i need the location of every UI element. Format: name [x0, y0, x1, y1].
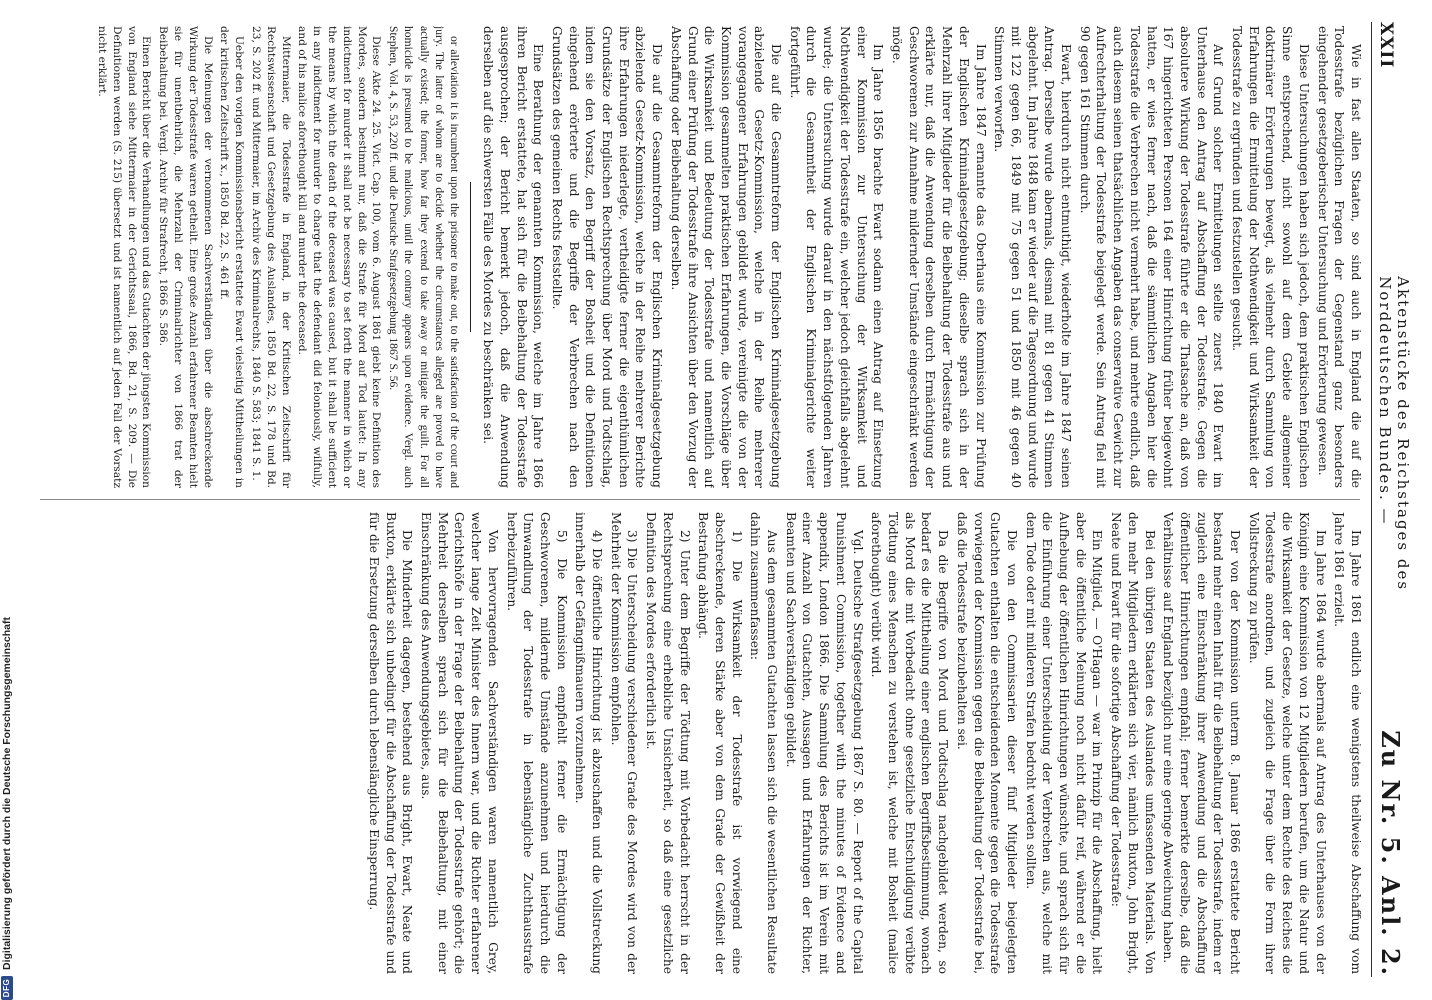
- left-column: [29, 26, 1364, 488]
- paragraph: Aus dem gesammten Gutachten lassen sich die wesentlichen Resultate dahin zusammenfassen:: [748, 512, 780, 974]
- footnote: Die Meinungen der vernommenen Sachverständigen über die abschreckende Wirkung der Todesstrafe waren getheilt. Eine große Anzahl erfahrener Beamten hielt sie für unentbehrlich, die Mehrzahl der Criminalrichter von 1866 trat der Beibehaltung bei. Vergl. Archiv für Strafrecht, 1866 S. 586.: [157, 26, 214, 488]
- section-reference: Zu Nr. 5. Anl. 2.: [1376, 730, 1405, 977]
- document-page: [15, 12, 1410, 987]
- paragraph: Bei den übrigen Staaten des Auslandes umfassenden Materials. Von den mehr Mitgliedern erklärten sich vier, nämlich Buxton, John Bright, Neate und Ewart für die sofortige Abschaffung der Todesstrafe:: [1109, 512, 1157, 974]
- paragraph: Eine Berathung der genannten Kommission, welche im Jahre 1866 ihren Bericht erstattete, hat sich für die Beibehaltung der Todesstrafe ausgesprochen; der Bericht bemerkt jedoch, daß die Anwendung derselben auf die schwersten Fälle des Mordes zu beschränken sei.: [481, 26, 546, 488]
- footnote-divider: [470, 182, 471, 332]
- paragraph: Vgl. Deutsche Strafgesetzgebung 1867 S. 80. — Report of the Capital Punishment Commission, together with the minutes of Evidence and appendix, London 1866. Die Sammlung des Berichts ist im Verein mit einer Anzahl von Gutachten, Aussagen und Erfahrungen der Richter, Beamten und Sachverständigen gebildet.: [783, 512, 865, 974]
- right-column: [29, 512, 1364, 974]
- english-quote: or alleviation it is incumbent upon the prisoner to make out, to the satisfaction of the court and jury. The latter of whom are to decide whether the circumstances alleged are proved to have actually existed; the former, how far they extend to take away or mitigate the guilt. For all homicide is presumed to be malicious, until the contrary appears upon evidence. Vergl. auch Stephen, Vol. 4, S. 53, 220 ff. und die Deutsche Strafgesetzgebung 1867 S. 56.: [386, 26, 462, 488]
- paragraph: 5) Die Kommission empfiehlt ferner die Ermächtigung der Geschworenen, mildernde Umstände anzunehmen und hierdurch die Umwandlung der Todesstrafe in lebenslängliche Zuchthausstrafe herbeizuführen.: [504, 512, 569, 974]
- left-column-body: [479, 26, 1364, 488]
- paragraph: Auf Grund solcher Ermittelungen stellte zuerst 1840 Ewart im Unterhause den Antrag auf Abschaffung der Todesstrafe. Gegen die absolutere Wirkung der Todesstrafe führte er die Thatsache an, daß von 167 hingerichteten Personen 164 einer Hinrichtung früher beigewohnt hatten, er wies ferner nach, daß die sämmtlichen Angaben hier die Todesstrafe die Verbrechen nicht vermehrt habe, und mehrte endlich, daß auch diesem seinen thatsächlichen Angaben das conservative Gewicht zur Aufrechterhaltung der Todesstrafe beigelegt werde. Sein Antrag fiel mit 90 gegen 161 Stimmen durch.: [1077, 26, 1226, 488]
- digitization-credit: [0, 580, 14, 1000]
- paragraph: 2) Unter dem Begriffe der Tödtung mit Vorbedacht herrscht in der Rechtsprechung eine erhebliche Unsicherheit, so daß eine gesetzliche Definition des Mordes erforderlich ist.: [644, 512, 692, 974]
- paragraph: Von hervorragenden Sachverständigen waren namentlich Grey, welcher lange Zeit Minister des Innern war, und die Richter erfahrener Gerichtshöfe in der Frage der Beibehaltung der Todesstrafe gehört; die Mehrheit derselben sprach sich für die Beibehaltung, mit einer Einschränkung des Anwendungsgebietes, aus.: [419, 512, 500, 974]
- paragraph: 4) Die öffentliche Hinrichtung ist abzuschaffen und die Vollstreckung innerhalb der Gefängnißmauern vorzunehmen.: [573, 512, 605, 974]
- footnote: Ueber den vorigen Kommissionsbericht erstattete Ewart vielseitig Mittheilungen in der kritischen Zeitschrift x., 1850 Bd. 22, S. 461 ff.: [218, 26, 246, 488]
- page-number: XXII: [1376, 22, 1396, 69]
- dfg-logo-icon: DFG: [1, 976, 13, 1000]
- paragraph: Ewart, hierdurch nicht entmuthigt, wiederholte im Jahre 1847 seinen Antrag. Derselbe wurde abermals, diesmal mit 81 gegen 41 Stimmen abgelehnt. Im Jahre 1848 kam er wieder auf die Tagesordnung und wurde mit 122 gegen 66, 1849 mit 75 gegen 51 und 1850 mit 46 gegen 40 Stimmen verworfen.: [992, 26, 1074, 488]
- paragraph: Im Jahre 1847 ernannte das Oberhaus eine Kommission zur Prüfung der Englischen Kriminalgesetzgebung; dieselbe sprach sich in der Mehrzahl ihrer Mitglieder für die Beibehaltung der Todesstrafe aus und erklärte nur, daß die Anwendung derselben durch Ermächtigung der Geschworenen zur Annahme mildernder Umstände eingeschränkt werden möge.: [890, 26, 988, 488]
- paragraph: Die Minderheit dagegen, bestehend aus Bright, Ewart, Neate und Buxton, erklärte sich unbedingt für die Abschaffung der Todesstrafe und für die Ersetzung derselben durch lebenslängliche Einsperrung.: [366, 512, 415, 974]
- footnote: Mittermaier, die Todesstrafe in England, in der Kritischen Zeitschrift für Rechtswissenschaft und Gesetzgebung des Auslandes, 1850 Bd. 22, S. 178 und Bd. 23, S. 202 ff. und Mittermaier, im Archiv des Kriminalrechts, 1840 S. 583; 1841 S. 1.: [250, 26, 292, 488]
- credit-text: Digitalisierung gefördert durch die Deutsche Forschungsgemeinschaft: [1, 617, 13, 970]
- paragraph: 3) Die Unterscheidung verschiedener Grade des Mordes wird von der Mehrheit der Kommission empfohlen.: [608, 512, 640, 974]
- running-title: Aktenstücke des Reichstages des Norddeutschen Bundes. —: [1376, 276, 1412, 592]
- paragraph: Im Jahre 1864 wurde abermals auf Antrag des Unterhauses von der Königin eine Kommission von 12 Mitgliedern berufen, um die Natur und die Wirksamkeit der Gesetze, welche unter dem Rechte des Reiches die Todesstrafe anordnen, und zugleich die Frage über die Form ihrer Vollstreckung zu prüfen.: [1246, 512, 1328, 974]
- paragraph: Im Jahre 1856 brachte Ewart sodann einen Antrag auf Einsetzung einer Kommission zur Untersuchung der Wirksamkeit und Nothwendigkeit der Todesstrafe ein, welcher jedoch gleichfalls abgelehnt wurde; die Untersuchung wurde darauf in den nächstfolgenden Jahren durch die Gesammtheit der Englischen Kriminalgerichte weiter fortgeführt.: [787, 26, 886, 488]
- paragraph: Diese Untersuchungen haben sich jedoch, dem praktischen Englischen Sinne entsprechend, nicht sowohl auf dem Gebiete allgemeiner doktrinärer Erörterungen bewegt, als vielmehr durch Sammlung von Erfahrungen die Ermittelung der Nothwendigkeit und Wirksamkeit der Todesstrafe zu ergründen und festzustellen gesucht.: [1230, 26, 1311, 488]
- paragraph: Wie in fast allen Staaten, so sind auch in England die auf die Todesstrafe bezüglichen Fragen der Gegenstand ganz besonders eingehender gesetzgeberischer Untersuchung und Erörterung gewesen.: [1315, 26, 1363, 488]
- paragraph: Der von der Kommission unterm 8. Januar 1866 erstattete Bericht bestand mehr einen Inhalt für die Beibehaltung der Todesstrafe, indem er zugleich eine Einschränkung ihrer Anwendung und die Abschaffung öffentlicher Hinrichtungen empfahl; ferner bemerkte derselbe, daß die Verhältnisse auf England bezüglich nur eine geringe Abweichung haben.: [1161, 512, 1243, 974]
- footnotes: [94, 26, 383, 488]
- column-rule: [40, 499, 1360, 500]
- paragraph: Die von den Commissarien dieser fünf Mitglieder beigelegten Gutachten enthalten die entscheidenden Momente gegen die Todesstrafe vorwiegend der Kommission gegen die Beibehaltung der Todesstrafe bei, daß die Todesstrafe beizubehalten sei.: [954, 512, 1019, 974]
- footnote: Einen Bericht über die Verhandlungen und das Gutachten der jüngsten Kommission von England siehe Mittermaier in der Gerichtssaal, 1866, Bd. 21, S. 209. — Die Definitionen werden (S. 215) übersetzt und ist namentlich auf jeden Fall der Vorsatz nicht erklärt.: [96, 26, 153, 488]
- paragraph: Die auf die Gesammtreform der Englischen Kriminalgesetzgebung abzielende Gesetz-Kommission, welche in der Reihe mehrerer Berichte ihre Erfahrungen niederlegte, vertheidigte ferner die eigenthümlichen Grundsätze der Englischen Rechtsprechung über Mord und Todtschlag, indem sie den Vorsatz, den Begriff der Bosheit und die Definitionen eingehend erörterte und die Begriffe der Verbrechen nach den Grundsätzen des gemeinen Rechts feststellte.: [549, 26, 665, 488]
- paragraph: Ein Mitglied, — O'Hagan — war im Prinzip für die Abschaffung, hielt aber die öffentliche Meinung noch nicht dafür reif, während er die Aufhebung der öffentlichen Hinrichtungen wünschte, und sprach sich für die Einführung einer Unterscheidung der Verbrechen aus, welche mit dem Tode oder mit milderen Strafen bedroht werden sollten.: [1023, 512, 1105, 974]
- page-header: [1376, 22, 1410, 977]
- paragraph: 1) Die Wirksamkeit der Todesstrafe ist vorwiegend eine abschreckende, deren Stärke aber von dem Grade der Gewißheit der Bestrafung abhängt.: [696, 512, 744, 974]
- paragraph: Die auf die Gesammtreform der Englischen Kriminalgesetzgebung abzielende Gesetz-Kommission, welche in der Reihe mehrerer vorangegangener Erfahrungen gebildet wurde, vereinigte die von der Kommission gesammelten praktischen Erfahrungen, die Vorschläge über die Wirksamkeit und Bedeutung der Todesstrafe und namentlich auf Grund einer Prüfung der Todesstrafe ihre Ansichten über den Vorzug der Abschaffung oder Beibehaltung derselben.: [668, 26, 784, 488]
- paragraph: Da die Begriffe von Mord und Todtschlag nachgebildet werden, so bedarf es die Mittheilung einer englischen Begriffsbestimmung, wonach als Mord die mit Vorbedacht ohne gesetzliche Entschuldigung verübte Tödtung eines Menschen zu verstehen ist, welche mit Bosheit (malice aforethought) verübt wird.: [869, 512, 951, 974]
- header-rule: [1371, 22, 1372, 977]
- footnote: Diese Akte 24. 25. Vict. Cap. 100, vom 6. August 1861 giebt keine Definition des Mordes, sondern bestimmt nur, daß die Strafe für Mord auf Tod lautet: In any indictment for murder it shall not be necessary to set forth the manner in which or the means by which the death of the deceased was caused, but it shall be sufficient in any indictment for murder to charge that the defendant did feloniously, wilfully, and of his malice aforethought kill and murder the deceased.: [296, 26, 383, 488]
- right-column-body: [365, 512, 1364, 974]
- paragraph: Im Jahre 1861 endlich eine wenigstens theilweise Abschaffung vom Jahre 1861 erzielt.: [1332, 512, 1363, 974]
